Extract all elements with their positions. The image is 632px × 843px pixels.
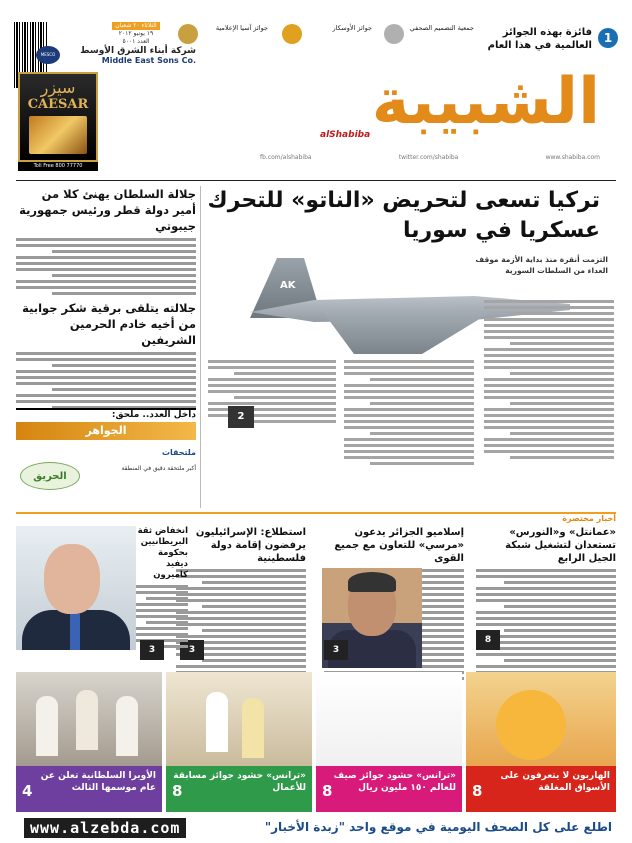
promo-page: 8 <box>472 782 483 800</box>
cameron-photo <box>16 526 136 650</box>
promo-caption: «ترانس» حشود جوائز مسابقة للأعمال <box>166 766 312 812</box>
promo-prizes[interactable] <box>316 672 462 812</box>
story-sultan-congratulates[interactable] <box>16 186 196 298</box>
brief-headline: انخفاض ثقة البريطانيين بحكومة ديفيد كاميرون <box>137 526 188 580</box>
teaser-snd[interactable]: جمعية التصميم الصحفي <box>406 24 474 32</box>
footer-slogan: اطلع على كل الصحف اليومية في موقع واحد "زبدة الأخبار" <box>264 820 612 834</box>
brief-headline: استطلاع: الإسرائيليون يرفضون إقامة دولة فلسطينية <box>195 527 306 564</box>
award-text: فائزة بهذه الجوائز العالمية في هذا العام <box>487 27 592 51</box>
product-pack <box>29 116 87 154</box>
brief-page-ref[interactable]: 3 <box>140 640 164 660</box>
logo-english: alShabiba <box>320 130 371 140</box>
issue-date: الثلاثاء ٢٠ شعبان ١٩ يونيو ٢٠١٢ العدد ٥٠٠١ <box>112 22 160 46</box>
caesar-advert[interactable] <box>18 46 196 178</box>
story-headline: جلالته يتلقى برقية شكر جوابية من أخيه خادم الحرمين الشريفين <box>22 301 196 347</box>
supplement-ad[interactable] <box>16 448 196 508</box>
website-link[interactable]: www.shabiba.com <box>545 154 600 161</box>
lead-body-col-3 <box>484 300 614 462</box>
logo-arabic: الشبيبة <box>371 65 600 139</box>
lead-caption: التزمت أنقرة منذ بداية الأزمة موقف العداء من السلطات السورية <box>475 255 608 275</box>
jet-wing <box>320 308 490 354</box>
supplement-text: أكبر ملتحقة دقيق في المنطقة <box>121 465 196 472</box>
medal-icon <box>178 24 198 44</box>
facebook-link[interactable]: fb.com/alshabiba <box>260 154 312 161</box>
lead-page-ref[interactable]: 2 <box>228 406 254 428</box>
brief-body <box>476 569 616 680</box>
promo-caption: الأوبرا السلطانية تعلن عن عام موسمها الثالث <box>16 766 162 812</box>
masthead-rule <box>16 180 616 181</box>
column-rule <box>200 186 201 508</box>
promo-page: 4 <box>22 782 33 800</box>
jet-tail-marking: AK <box>280 280 296 291</box>
lead-story[interactable] <box>200 186 600 246</box>
supplement-title: ملتحقات <box>161 448 196 457</box>
promo-page: 8 <box>172 782 183 800</box>
briefs-section-label: أخبار مختصرة <box>562 514 616 523</box>
twitter-link[interactable]: twitter.com/shabiba <box>398 154 459 161</box>
teaser-oscar[interactable]: جوائز الأوسكار <box>304 24 372 32</box>
caesar-product: سيزر CAESAR <box>18 72 98 162</box>
toll-free: Toll Free 800 77770 <box>18 162 98 171</box>
promo-opera[interactable] <box>16 672 162 812</box>
story-headline: جلالة السلطان يهنئ كلا من أمير دولة قطر ورئيس جمهورية جيبوتي <box>19 187 196 233</box>
ad-company-en: Middle East Sons Co. <box>101 56 196 65</box>
promo-event[interactable] <box>166 672 312 812</box>
masthead-links <box>260 154 600 161</box>
masthead-logo[interactable] <box>260 62 600 162</box>
trophy-icon <box>384 24 404 44</box>
ad-company-ar: شركة أبناء الشرق الأوسط <box>80 46 196 56</box>
lead-body-col-2 <box>344 360 474 468</box>
story-body <box>16 238 196 295</box>
lead-headline: تركيا تسعى لتحريض «الناتو» للتحرك عسكريا في سوريا <box>207 188 600 243</box>
award-number: 1 <box>598 28 618 48</box>
supplement-logo: الحريق <box>20 462 80 490</box>
promo-strip <box>16 672 616 812</box>
story-body <box>16 352 196 409</box>
briefs-section-bar <box>16 512 616 524</box>
mesco-logo: MESCO <box>36 46 60 64</box>
brief-headline: «عمانتل» و«النورس» تستعدان لتشغيل شبكة الجيل الرابع <box>505 527 616 564</box>
brief-page-ref[interactable]: 8 <box>476 630 500 650</box>
sun-graphic <box>496 690 566 760</box>
promo-caption: الهاربون لا يتعرفون على الأسواق المغلقة <box>466 766 616 812</box>
promo-page: 8 <box>322 782 333 800</box>
footer-url[interactable]: www.alzebda.com <box>24 818 186 838</box>
promo-markets[interactable] <box>466 672 616 812</box>
brief-omantel[interactable] <box>476 526 616 683</box>
brief-page-ref[interactable]: 3 <box>180 640 204 660</box>
brief-body <box>176 569 306 680</box>
insert-banner: الجواهر <box>16 422 196 440</box>
footer-watermark <box>0 814 632 843</box>
brief-body <box>136 585 188 648</box>
brief-headline: إسلاميو الجزائر يدعون «مرسي» للتعاون مع جميع القوى <box>334 527 464 564</box>
brief-page-ref[interactable]: 3 <box>324 640 348 660</box>
story-sultan-thanks[interactable] <box>16 300 196 412</box>
teaser-asia-media[interactable]: جوائز آسيا الإعلامية <box>200 24 268 32</box>
promo-caption: «ترانس» حشود جوائز صيف للعالم ١٥٠ مليون ريال <box>316 766 462 812</box>
insert-title: داخل العدد.. ملحق: <box>111 410 196 420</box>
brief-cameron[interactable] <box>136 526 188 651</box>
award-icon <box>282 24 302 44</box>
supplement-insert[interactable] <box>16 408 196 442</box>
